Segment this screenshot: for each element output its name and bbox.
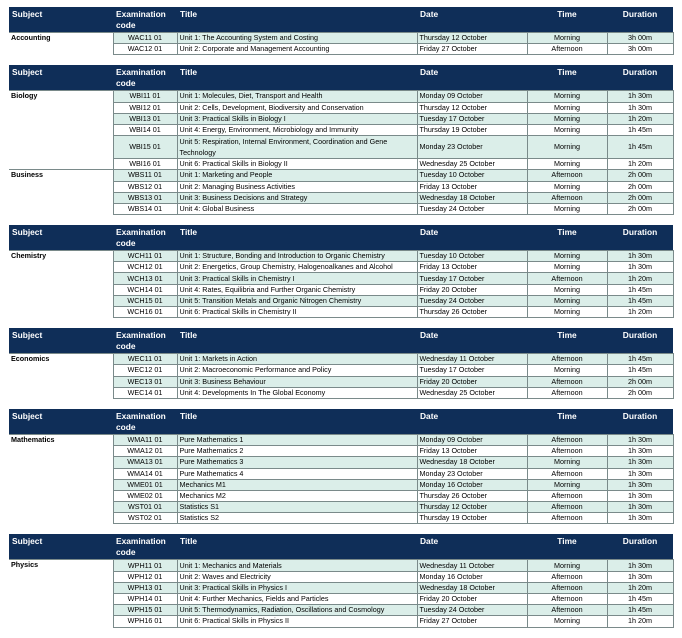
exam-title: Unit 1: Structure, Bonding and Introduction to Organic Chemistry [177,251,417,262]
exam-duration: 1h 45m [607,354,673,365]
exam-session: Morning [527,295,607,306]
exam-title: Unit 2: Corporate and Management Accounting [177,44,417,55]
exam-session: Afternoon [527,446,607,457]
exam-duration: 1h 30m [607,457,673,468]
subject-table [9,409,674,525]
exam-date: Tuesday 17 October [417,273,527,284]
exam-duration: 1h 45m [607,295,673,306]
exam-title: Unit 3: Business Decisions and Strategy [177,192,417,203]
exam-date: Thursday 12 October [417,33,527,44]
exam-session: Morning [527,91,607,102]
exam-date: Friday 27 October [417,44,527,55]
exam-code: WBS12 01 [113,181,177,192]
column-header-subject: Subject [9,534,113,560]
exam-session: Afternoon [527,502,607,513]
exam-title: Unit 1: The Accounting System and Costing [177,33,417,44]
exam-code: WBI12 01 [113,102,177,113]
table-header-row [9,65,673,91]
exam-duration: 3h 00m [607,33,673,44]
exam-code: WMA14 01 [113,468,177,479]
exam-date: Thursday 12 October [417,102,527,113]
exam-title: Unit 2: Energetics, Group Chemistry, Halogenoalkanes and Alcohol [177,262,417,273]
column-header-date: Date [417,409,527,435]
exam-duration: 1h 20m [607,582,673,593]
exam-code: WST02 01 [113,513,177,524]
exam-title: Unit 2: Managing Business Activities [177,181,417,192]
exam-title: Unit 3: Practical Skills in Physics I [177,582,417,593]
column-header-subject: Subject [9,225,113,251]
exam-duration: 1h 45m [607,124,673,135]
exam-code: WAC11 01 [113,33,177,44]
exam-date: Friday 20 October [417,594,527,605]
column-header-code: Examination code [113,328,177,354]
exam-session: Morning [527,159,607,170]
exam-code: WEC12 01 [113,365,177,376]
exam-code: WBS13 01 [113,192,177,203]
subject-name: Accounting [9,33,113,55]
subject-table [9,328,674,399]
column-header-code: Examination code [113,225,177,251]
exam-session: Morning [527,616,607,627]
exam-duration: 1h 45m [607,605,673,616]
exam-code: WST01 01 [113,502,177,513]
exam-duration: 1h 45m [607,365,673,376]
column-header-title: Title [177,225,417,251]
exam-session: Afternoon [527,44,607,55]
exam-session: Morning [527,33,607,44]
exam-title: Unit 5: Respiration, Internal Environment, Coordination and Gene Technology [177,136,417,159]
exam-code: WCH11 01 [113,251,177,262]
exam-session: Afternoon [527,170,607,181]
exam-title: Unit 1: Molecules, Diet, Transport and Health [177,91,417,102]
exam-session: Afternoon [527,571,607,582]
exam-session: Morning [527,262,607,273]
exam-date: Wednesday 25 October [417,387,527,398]
exam-code: WBI16 01 [113,159,177,170]
exam-title: Statistics S1 [177,502,417,513]
exam-session: Morning [527,203,607,214]
table-header-row [9,409,673,435]
exam-duration: 1h 20m [607,159,673,170]
exam-session: Morning [527,102,607,113]
subject-name: Mathematics [9,434,113,524]
exam-code: WME01 01 [113,479,177,490]
exam-date: Tuesday 24 October [417,605,527,616]
column-header-duration: Duration [607,65,673,91]
exam-date: Tuesday 17 October [417,365,527,376]
exam-code: WEC11 01 [113,354,177,365]
exam-date: Monday 16 October [417,571,527,582]
column-header-code: Examination code [113,7,177,33]
exam-duration: 2h 00m [607,181,673,192]
exam-code: WBI14 01 [113,124,177,135]
table-row [9,91,673,102]
exam-duration: 1h 30m [607,262,673,273]
exam-title: Unit 3: Practical Skills in Chemistry I [177,273,417,284]
exam-duration: 1h 30m [607,571,673,582]
exam-date: Thursday 12 October [417,502,527,513]
exam-code: WAC12 01 [113,44,177,55]
exam-date: Thursday 19 October [417,513,527,524]
exam-duration: 2h 00m [607,170,673,181]
column-header-code: Examination code [113,65,177,91]
exam-date: Wednesday 18 October [417,582,527,593]
exam-date: Tuesday 24 October [417,203,527,214]
exam-code: WPH16 01 [113,616,177,627]
exam-date: Monday 16 October [417,479,527,490]
exam-session: Afternoon [527,594,607,605]
exam-code: WME02 01 [113,490,177,501]
exam-duration: 1h 20m [607,616,673,627]
exam-duration: 1h 30m [607,468,673,479]
exam-date: Tuesday 24 October [417,295,527,306]
exam-title: Statistics S2 [177,513,417,524]
exam-title: Unit 6: Practical Skills in Physics II [177,616,417,627]
exam-duration: 1h 20m [607,273,673,284]
exam-title: Pure Mathematics 4 [177,468,417,479]
table-row [9,170,673,181]
exam-session: Morning [527,284,607,295]
exam-date: Thursday 26 October [417,490,527,501]
exam-session: Afternoon [527,582,607,593]
exam-title: Unit 4: Further Mechanics, Fields and Particles [177,594,417,605]
exam-title: Unit 4: Energy, Environment, Microbiology and Immunity [177,124,417,135]
column-header-duration: Duration [607,409,673,435]
exam-date: Tuesday 17 October [417,113,527,124]
table-header-row [9,534,673,560]
exam-code: WBS11 01 [113,170,177,181]
exam-code: WBI15 01 [113,136,177,159]
exam-code: WPH12 01 [113,571,177,582]
column-header-date: Date [417,225,527,251]
exam-date: Tuesday 10 October [417,251,527,262]
exam-session: Afternoon [527,513,607,524]
exam-duration: 1h 20m [607,307,673,318]
exam-code: WPH11 01 [113,560,177,571]
exam-duration: 1h 30m [607,502,673,513]
exam-session: Morning [527,560,607,571]
column-header-duration: Duration [607,7,673,33]
exam-duration: 1h 30m [607,434,673,445]
exam-date: Thursday 19 October [417,124,527,135]
exam-session: Morning [527,479,607,490]
exam-session: Afternoon [527,605,607,616]
subject-name: Economics [9,354,113,399]
exam-title: Unit 1: Markets in Action [177,354,417,365]
exam-date: Monday 23 October [417,136,527,159]
exam-duration: 2h 00m [607,387,673,398]
column-header-time: Time [527,7,607,33]
column-header-code: Examination code [113,409,177,435]
exam-title: Unit 1: Marketing and People [177,170,417,181]
exam-date: Monday 09 October [417,91,527,102]
exam-title: Unit 1: Mechanics and Materials [177,560,417,571]
exam-date: Tuesday 10 October [417,170,527,181]
exam-date: Thursday 26 October [417,307,527,318]
column-header-date: Date [417,65,527,91]
exam-duration: 3h 00m [607,44,673,55]
exam-date: Wednesday 11 October [417,560,527,571]
exam-session: Morning [527,251,607,262]
table-header-row [9,7,673,33]
exam-title: Unit 5: Transition Metals and Organic Nitrogen Chemistry [177,295,417,306]
exam-duration: 1h 30m [607,102,673,113]
exam-date: Friday 13 October [417,262,527,273]
exam-title: Pure Mathematics 1 [177,434,417,445]
exam-date: Monday 23 October [417,468,527,479]
exam-duration: 1h 30m [607,490,673,501]
column-header-title: Title [177,534,417,560]
exam-duration: 1h 30m [607,560,673,571]
exam-session: Morning [527,113,607,124]
exam-session: Morning [527,124,607,135]
exam-duration: 1h 30m [607,513,673,524]
column-header-title: Title [177,7,417,33]
column-header-subject: Subject [9,328,113,354]
exam-code: WCH12 01 [113,262,177,273]
exam-title: Unit 4: Global Business [177,203,417,214]
subject-name: Physics [9,560,113,627]
subject-table [9,225,674,318]
column-header-title: Title [177,65,417,91]
exam-date: Monday 09 October [417,434,527,445]
subject-table [9,534,674,627]
exam-code: WPH13 01 [113,582,177,593]
exam-code: WPH14 01 [113,594,177,605]
exam-code: WBI11 01 [113,91,177,102]
exam-date: Friday 13 October [417,181,527,192]
exam-title: Mechanics M1 [177,479,417,490]
exam-duration: 1h 20m [607,113,673,124]
column-header-date: Date [417,7,527,33]
exam-date: Friday 20 October [417,284,527,295]
exam-code: WMA13 01 [113,457,177,468]
exam-timetable [9,7,673,638]
exam-date: Wednesday 11 October [417,354,527,365]
column-header-subject: Subject [9,7,113,33]
exam-title: Pure Mathematics 3 [177,457,417,468]
column-header-time: Time [527,534,607,560]
column-header-subject: Subject [9,409,113,435]
exam-title: Pure Mathematics 2 [177,446,417,457]
subject-name: Biology [9,91,113,170]
exam-session: Afternoon [527,387,607,398]
exam-code: WCH14 01 [113,284,177,295]
exam-title: Unit 2: Waves and Electricity [177,571,417,582]
exam-date: Friday 20 October [417,376,527,387]
exam-title: Unit 5: Thermodynamics, Radiation, Oscillations and Cosmology [177,605,417,616]
exam-session: Afternoon [527,490,607,501]
exam-title: Mechanics M2 [177,490,417,501]
exam-title: Unit 4: Rates, Equilibria and Further Organic Chemistry [177,284,417,295]
table-row [9,354,673,365]
exam-duration: 1h 30m [607,479,673,490]
column-header-title: Title [177,409,417,435]
exam-title: Unit 6: Practical Skills in Chemistry II [177,307,417,318]
exam-session: Morning [527,457,607,468]
exam-duration: 2h 00m [607,203,673,214]
exam-date: Friday 27 October [417,616,527,627]
table-row [9,560,673,571]
exam-session: Afternoon [527,434,607,445]
table-row [9,33,673,44]
exam-duration: 2h 00m [607,192,673,203]
column-header-date: Date [417,534,527,560]
column-header-time: Time [527,409,607,435]
exam-code: WEC14 01 [113,387,177,398]
exam-code: WCH16 01 [113,307,177,318]
column-header-subject: Subject [9,65,113,91]
exam-session: Morning [527,307,607,318]
exam-duration: 1h 30m [607,446,673,457]
column-header-title: Title [177,328,417,354]
exam-code: WBS14 01 [113,203,177,214]
exam-duration: 1h 30m [607,91,673,102]
exam-date: Wednesday 18 October [417,457,527,468]
exam-session: Morning [527,136,607,159]
exam-session: Afternoon [527,273,607,284]
table-row [9,434,673,445]
exam-code: WPH15 01 [113,605,177,616]
column-header-date: Date [417,328,527,354]
exam-code: WBI13 01 [113,113,177,124]
exam-code: WCH15 01 [113,295,177,306]
exam-date: Friday 13 October [417,446,527,457]
subject-table [9,65,674,215]
exam-code: WCH13 01 [113,273,177,284]
exam-title: Unit 3: Practical Skills in Biology I [177,113,417,124]
exam-duration: 1h 45m [607,136,673,159]
exam-code: WMA12 01 [113,446,177,457]
exam-code: WMA11 01 [113,434,177,445]
exam-title: Unit 2: Macroeconomic Performance and Policy [177,365,417,376]
column-header-time: Time [527,65,607,91]
exam-code: WEC13 01 [113,376,177,387]
column-header-time: Time [527,328,607,354]
exam-session: Afternoon [527,468,607,479]
exam-session: Morning [527,181,607,192]
column-header-duration: Duration [607,328,673,354]
table-header-row [9,225,673,251]
exam-duration: 1h 45m [607,594,673,605]
exam-title: Unit 4: Developments In The Global Economy [177,387,417,398]
subject-table [9,7,674,55]
exam-session: Morning [527,365,607,376]
column-header-duration: Duration [607,534,673,560]
exam-title: Unit 6: Practical Skills in Biology II [177,159,417,170]
exam-duration: 1h 45m [607,284,673,295]
exam-date: Wednesday 25 October [417,159,527,170]
table-row [9,251,673,262]
column-header-code: Examination code [113,534,177,560]
subject-name: Business [9,170,113,215]
column-header-duration: Duration [607,225,673,251]
subject-name: Chemistry [9,251,113,318]
table-header-row [9,328,673,354]
exam-session: Afternoon [527,192,607,203]
exam-title: Unit 2: Cells, Development, Biodiversity and Conservation [177,102,417,113]
exam-duration: 1h 30m [607,251,673,262]
column-header-time: Time [527,225,607,251]
exam-title: Unit 3: Business Behaviour [177,376,417,387]
exam-session: Afternoon [527,354,607,365]
exam-session: Afternoon [527,376,607,387]
exam-date: Wednesday 18 October [417,192,527,203]
exam-duration: 2h 00m [607,376,673,387]
